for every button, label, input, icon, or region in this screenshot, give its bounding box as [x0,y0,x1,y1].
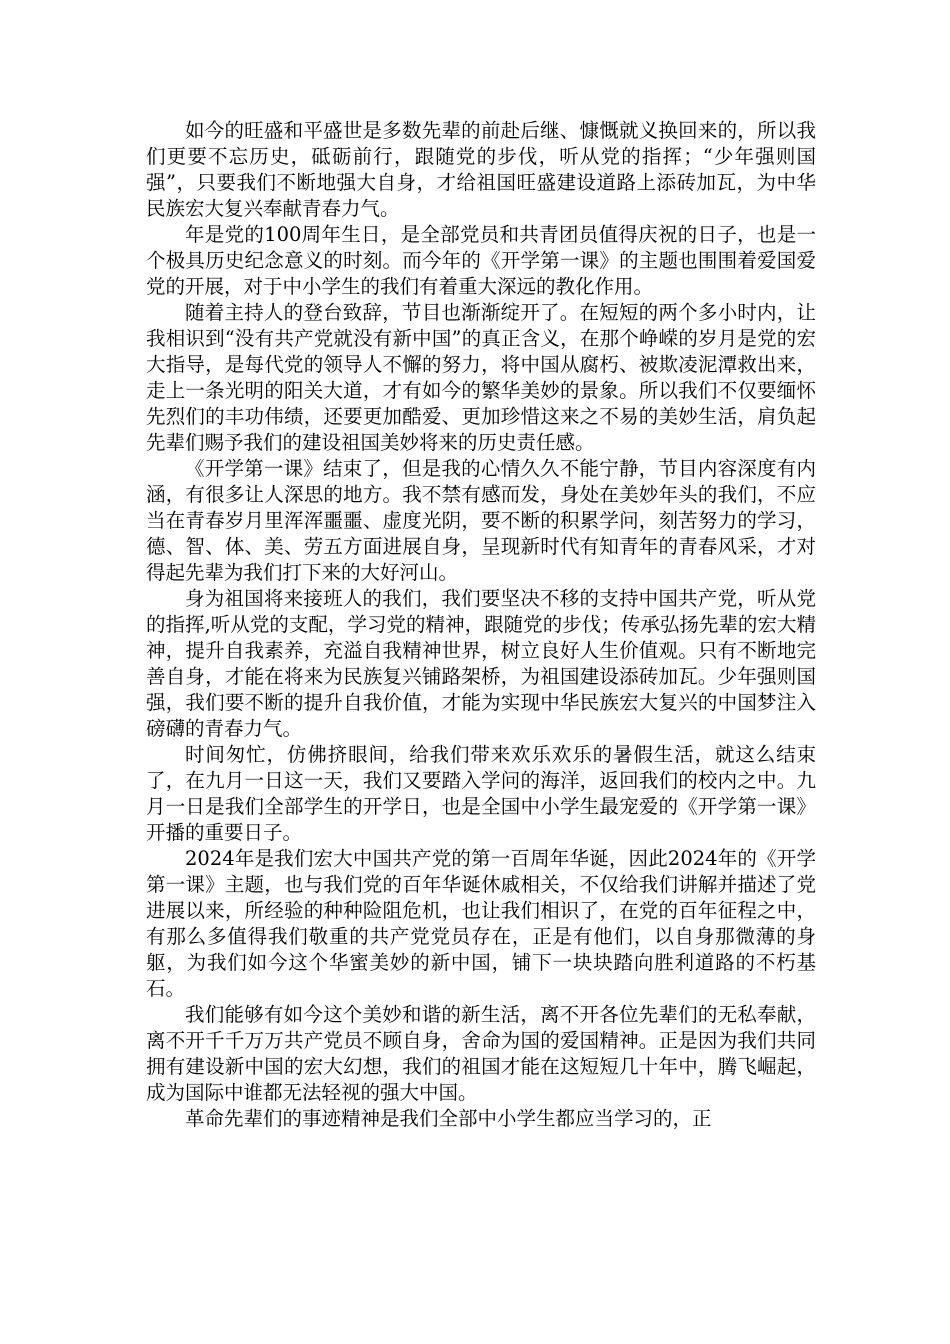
document-body [146,118,816,1132]
paragraph-6: 时间匆忙，仿佛挤眼间，给我们带来欢乐欢乐的暑假生活，就这么结束了，在九月一日这一天，我们又要踏入学问的海洋，返回我们的校内之中。九月一日是我们全部学生的开学日，也是全国中小学生最宠爱的《开学第一课》开播的重要日子。 [146,743,816,844]
paragraph-9: 革命先辈们的事迹精神是我们全部中小学生都应当学习的，正 [185,1107,712,1130]
paragraph-2: 年是党的100周年生日，是全部党员和共青团员值得庆祝的日子，也是一个极具历史纪念意义的时刻。而今年的《开学第一课》的主题也围围着爱国爱党的开展，对于中小学生的我们有着重大深远的教化作用。 [146,223,816,298]
paragraph-5: 身为祖国将来接班人的我们，我们要坚决不移的支持中国共产党，听从党的指挥,听从党的支配，学习党的精神，跟随党的步伐；传承弘扬先辈的宏大精神，提升自我素养，充溢自我精神世界，树立良好人生价值观。只有不断地完善自身，才能在将来为民族复兴铺路架桥，为祖国建设添砖加瓦。少年强则国强，我们要不断的提升自我价值，才能为实现中华民族宏大复兴的中国梦注入磅礴的青春力气。 [146,587,816,740]
paragraph-3: 随着主持人的登台致辞，节目也渐渐绽开了。在短短的两个多小时内，让我相识到“没有共产党就没有新中国”的真正含义，在那个峥嵘的岁月是党的宏大指导，是每代党的领导人不懈的努力，将中国从腐朽、被欺凌泥潭救出来，走上一条光明的阳关大道，才有如今的繁华美妙的景象。所以我们不仅要缅怀先烈们的丰功伟绩，还要更加酷爱、更加珍惜这来之不易的美妙生活，肩负起先辈们赐予我们的建设祖国美妙将来的历史责任感。 [146,301,816,454]
paragraph-4: 《开学第一课》结束了，但是我的心情久久不能宁静，节目内容深度有内涵，有很多让人深思的地方。我不禁有感而发，身处在美妙年头的我们，不应当在青春岁月里浑浑噩噩、虚度光阴，要不断的积累学问，刻苦努力的学习，德、智、体、美、劳五方面进展自身，呈现新时代有知青年的青春风采，才对得起先辈为我们打下来的大好河山。 [146,457,816,584]
paragraph-7: 2024年是我们宏大中国共产党的第一百周年华诞，因此2024年的《开学第一课》主题，也与我们党的百年华诞休戚相关，不仅给我们讲解并描述了党进展以来，所经验的种种险阻危机，也让我们相识了，在党的百年征程之中，有那么多值得我们敬重的共产党党员存在，正是有他们，以自身那微薄的身躯，为我们如今这个华蜜美妙的新中国，铺下一块块踏向胜利道路的不朽基石。 [146,847,816,1000]
paragraph-8: 我们能够有如今这个美妙和谐的新生活，离不开各位先辈们的无私奉献，离不开千千万万共产党员不顾自身，舍命为国的爱国精神。正是因为我们共同拥有建设新中国的宏大幻想，我们的祖国才能在这短短几十年中，腾飞崛起，成为国际中谁都无法轻视的强大中国。 [146,1003,816,1104]
paragraph-1: 如今的旺盛和平盛世是多数先辈的前赴后继、慷慨就义换回来的，所以我们更要不忘历史，砥砺前行，跟随党的步伐，听从党的指挥；“少年强则国强”，只要我们不断地强大自身，才给祖国旺盛建设道路上添砖加瓦，为中华民族宏大复兴奉献青春力气。 [146,119,816,220]
